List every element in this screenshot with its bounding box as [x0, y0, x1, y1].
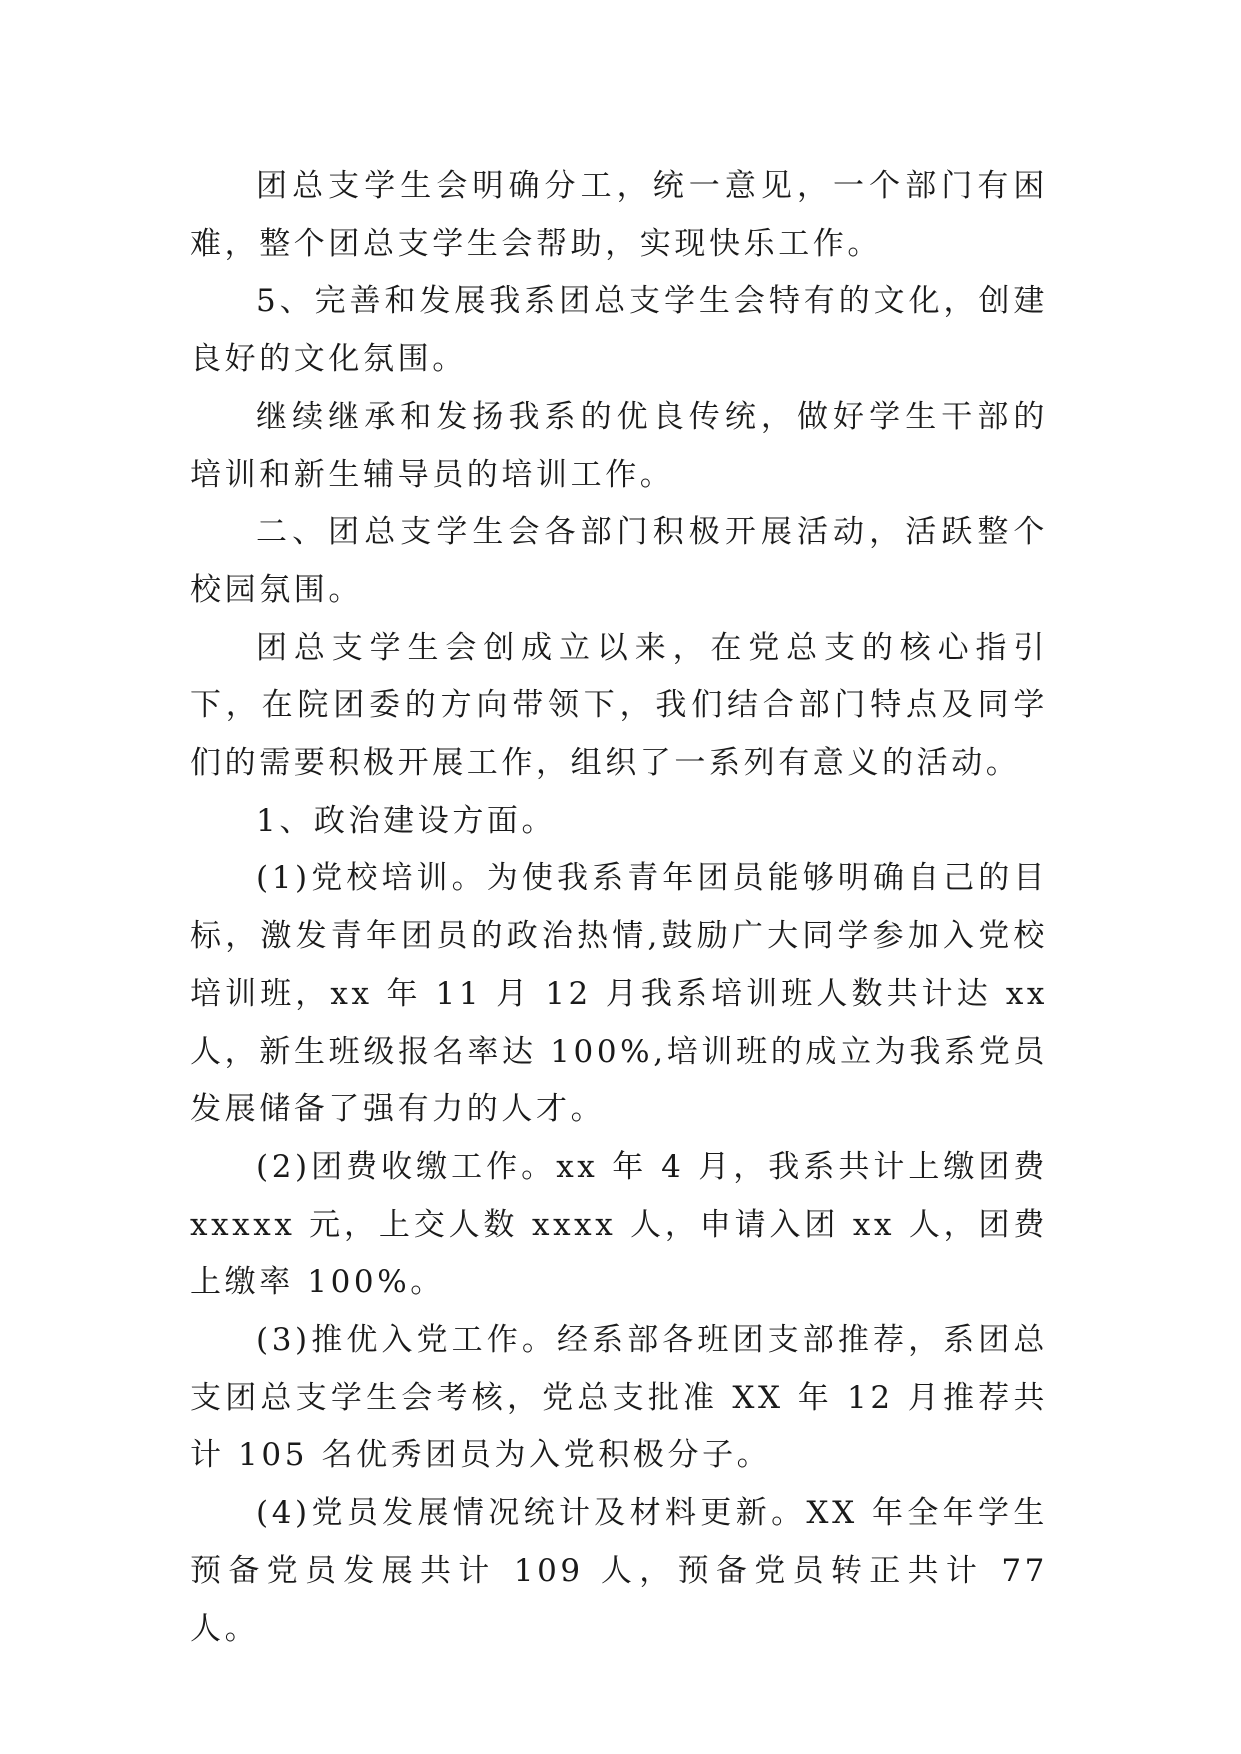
paragraph-9: (3)推优入党工作。经系部各班团支部推荐，系团总支团总支学生会考核，党总支批准 XX 年 12 月推荐共计 105 名优秀团员为入党积极分子。 [190, 1322, 1048, 1474]
paragraph-5: 团总支学生会创成立以来，在党总支的核心指引下，在院团委的方向带领下，我们结合部门特点及同学们的需要积极开展工作，组织了一系列有意义的活动。 [190, 629, 1048, 782]
paragraph-10: (4)党员发展情况统计及材料更新。XX 年全年学生预备党员发展共计 109 人，预备党员转正共计 77 人。 [190, 1495, 1048, 1647]
paragraph-3: 继续继承和发扬我系的优良传统，做好学生干部的培训和新生辅导员的培训工作。 [190, 398, 1048, 493]
paragraph-6: 1、政治建设方面。 [256, 802, 557, 839]
document-body [190, 158, 1048, 1658]
paragraph-7: (1)党校培训。为使我系青年团员能够明确自己的目标，激发青年团员的政治热情,鼓励广大同学参加入党校培训班，xx 年 11 月 12 月我系培训班人数共计达 xx 人，新生班级报名率达 100%,培训班的成立为我系党员发展储备了强有力的人才。 [190, 860, 1048, 1128]
paragraph-2: 5、完善和发展我系团总支学生会特有的文化，创建良好的文化氛围。 [190, 283, 1048, 378]
paragraph-8: (2)团费收缴工作。xx 年 4 月，我系共计上缴团费 xxxxx 元，上交人数 xxxx 人，申请入团 xx 人，团费上缴率 100%。 [190, 1148, 1048, 1301]
paragraph-1: 团总支学生会明确分工，统一意见，一个部门有困难，整个团总支学生会帮助，实现快乐工作。 [190, 168, 1048, 262]
paragraph-4: 二、团总支学生会各部门积极开展活动，活跃整个校园氛围。 [190, 514, 1048, 608]
